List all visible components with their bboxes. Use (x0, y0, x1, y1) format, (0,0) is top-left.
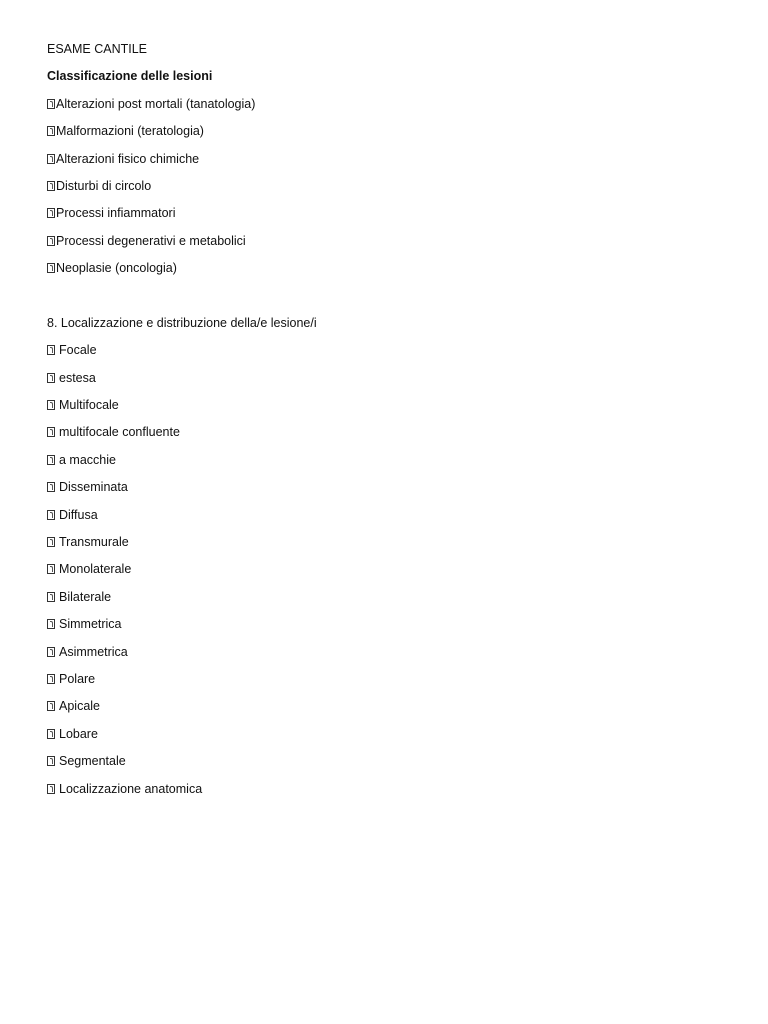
missing-glyph-icon (47, 619, 55, 629)
list-item-label: Processi infiammatori (56, 206, 176, 221)
missing-glyph-icon (47, 373, 55, 383)
list-item (47, 560, 727, 578)
missing-glyph-icon (47, 784, 55, 794)
list-item (47, 697, 727, 715)
missing-glyph-icon (47, 154, 55, 164)
list-item (47, 341, 727, 359)
list-item-label: Processi degenerativi e metabolici (56, 233, 246, 248)
classificazione-list (47, 95, 727, 277)
missing-glyph-icon (47, 455, 55, 465)
list-item-label: Bilaterale (59, 589, 112, 604)
missing-glyph-icon (47, 674, 55, 684)
missing-glyph-icon (47, 236, 55, 246)
list-item-label: Transmurale (59, 535, 129, 550)
document-header: ESAME CANTILE (47, 42, 148, 56)
list-item-label: Simmetrica (59, 617, 122, 632)
localizzazione-list (47, 341, 727, 797)
list-item-label: Monolaterale (59, 562, 132, 577)
list-item-label: a macchie (59, 452, 116, 467)
missing-glyph-icon (47, 99, 55, 109)
section-spacer (47, 287, 727, 314)
list-item-label: Segmentale (59, 754, 126, 769)
list-item-label: estesa (59, 370, 96, 385)
list-item (47, 533, 727, 551)
missing-glyph-icon (47, 564, 55, 574)
list-item (47, 506, 727, 524)
list-item (47, 643, 727, 661)
list-item-label: multifocale confluente (59, 425, 180, 440)
list-item-label: Disseminata (59, 480, 128, 495)
list-item (47, 752, 727, 770)
list-item (47, 670, 727, 688)
list-item (47, 259, 727, 277)
list-item (47, 204, 727, 222)
list-item-label: Apicale (59, 699, 100, 714)
missing-glyph-icon (47, 510, 55, 520)
list-item (47, 150, 727, 168)
missing-glyph-icon (47, 537, 55, 547)
section-localizzazione-title: 8. Localizzazione e distribuzione della/e lesione/i (47, 315, 317, 330)
list-item-label: Alterazioni fisico chimiche (56, 151, 200, 166)
missing-glyph-icon (47, 427, 55, 437)
missing-glyph-icon (47, 482, 55, 492)
missing-glyph-icon (47, 592, 55, 602)
list-item (47, 122, 727, 140)
list-item (47, 451, 727, 469)
missing-glyph-icon (47, 729, 55, 739)
list-item-label: Malformazioni (teratologia) (56, 124, 204, 139)
list-item-label: Alterazioni post mortali (tanatologia) (56, 96, 256, 111)
list-item-label: Asimmetrica (59, 644, 128, 659)
list-item-label: Neoplasie (oncologia) (56, 261, 177, 276)
list-item-label: Diffusa (59, 507, 98, 522)
missing-glyph-icon (47, 208, 55, 218)
list-item (47, 396, 727, 414)
missing-glyph-icon (47, 263, 55, 273)
missing-glyph-icon (47, 126, 55, 136)
list-item-label: Focale (59, 343, 97, 358)
list-item (47, 95, 727, 113)
list-item (47, 423, 727, 441)
list-item (47, 478, 727, 496)
list-item (47, 780, 727, 798)
list-item-label: Multifocale (59, 398, 119, 413)
list-item (47, 177, 727, 195)
missing-glyph-icon (47, 701, 55, 711)
missing-glyph-icon (47, 756, 55, 766)
list-item (47, 725, 727, 743)
list-item-label: Localizzazione anatomica (59, 781, 203, 796)
list-item (47, 232, 727, 250)
missing-glyph-icon (47, 345, 55, 355)
section-classificazione-title: Classificazione delle lesioni (47, 69, 213, 84)
list-item-label: Polare (59, 671, 96, 686)
list-item (47, 588, 727, 606)
list-item-label: Lobare (59, 726, 98, 741)
missing-glyph-icon (47, 181, 55, 191)
document-page (47, 40, 727, 807)
list-item-label: Disturbi di circolo (56, 178, 152, 193)
missing-glyph-icon (47, 647, 55, 657)
list-item (47, 615, 727, 633)
missing-glyph-icon (47, 400, 55, 410)
list-item (47, 369, 727, 387)
